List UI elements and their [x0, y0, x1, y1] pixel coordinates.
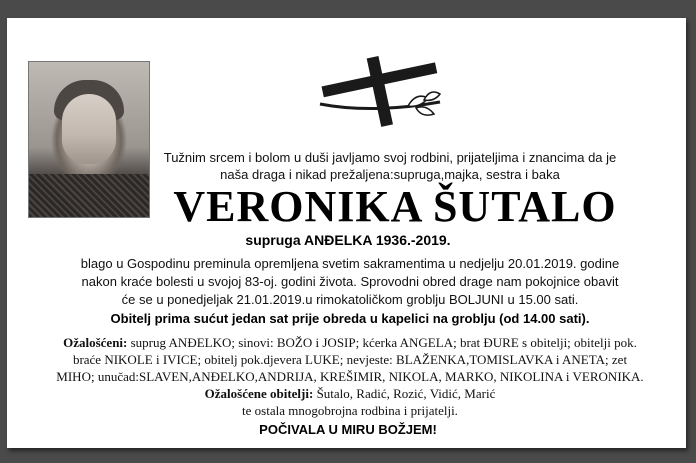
mourners-label: Ožalošćeni: — [63, 335, 128, 350]
portrait-shirt — [29, 174, 149, 217]
intro-line: naša draga i nikad prežaljena:supruga,majka, sestra i baka — [220, 167, 560, 182]
body-line: nakon kraće bolesti u svojoj 83-oj. godini života. Sprovodni obred drage nam pokojnice obavit — [81, 274, 619, 289]
condolences-info: Obitelj prima sućut jedan sat prije obreda u kapelici na groblju (od 14.00 sati). — [110, 311, 590, 326]
portrait-photo — [28, 61, 150, 218]
spouse-and-dates: supruga ANĐELKA 1936.-2019. — [245, 232, 451, 248]
intro-line: Tužnim srcem i bolom u duši javljamo svoj rodbini, prijateljima i znancima da je — [163, 150, 617, 165]
deceased-name: VERONIKA ŠUTALO — [173, 182, 617, 231]
mourners-line: MIHO; unučad:SLAVEN,ANĐELKO,ANDRIJA, KREŠIMIR, NIKOLA, MARKO, NIKOLINA i VERONIKA. — [56, 369, 644, 384]
mourners-list — [40, 334, 660, 385]
families-label: Ožalošćene obitelji: — [204, 386, 314, 401]
families-line: te ostala mnogobrojna rodbina i prijatelji. — [242, 403, 458, 418]
mourners-line: braće NIKOLE i IVICE; obitelj pok.djevera LUKE; nevjeste: BLAŽENKA,TOMISLAVKA i ANETA; zet — [72, 352, 628, 367]
body-line: blago u Gospodinu preminula opremljena svetim sakramentima u nedjelju 20.01.2019. godine — [80, 256, 620, 271]
portrait-face — [62, 94, 116, 164]
body-line: će se u ponedjeljak 21.01.2019.u rimokatoličkom groblju BOLJUNI u 15.00 sati. — [121, 292, 579, 307]
announcement-body — [60, 255, 640, 309]
families-line: Šutalo, Radić, Rozić, Vidić, Marić — [313, 386, 496, 401]
cross-with-palm-icon — [312, 52, 452, 132]
closing-phrase: POČIVALA U MIRU BOŽJEM! — [259, 422, 437, 437]
intro-text — [155, 149, 625, 183]
mourners-line: suprug ANĐELKO; sinovi: BOŽO i JOSIP; kćerka ANGELA; brat ĐURE s obitelji; obitelji pok. — [127, 335, 637, 350]
families-list — [120, 385, 580, 419]
